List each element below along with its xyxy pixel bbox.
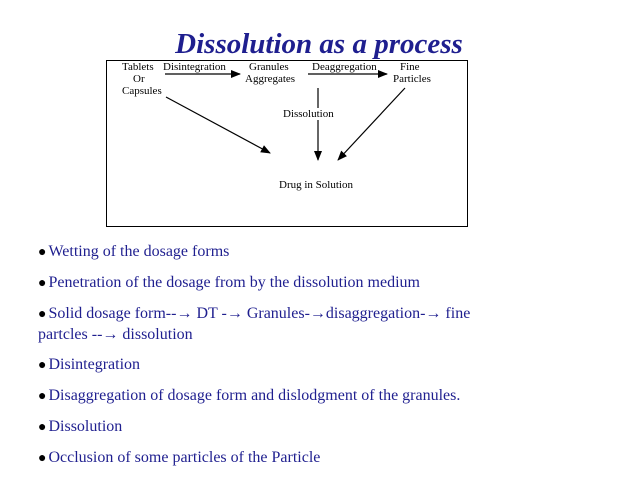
bullet-dot-icon: ● xyxy=(38,420,47,435)
bullet-item: ● Solid dosage form--→ DT -→ Granules-→disaggregation-→ fine partcles --→ dissolution xyxy=(38,305,471,343)
bullet-item: ● Wetting of the dosage forms xyxy=(38,243,230,260)
page-title: Dissolution as a process xyxy=(175,28,463,60)
bullet-dot-icon: ● xyxy=(38,245,47,260)
edge-label-disintegration: Disintegration xyxy=(163,61,226,73)
edge-label-deaggregation: Deaggregation xyxy=(312,61,377,73)
bullet-item: ● Disaggregation of dosage form and dislodgment of the granules. xyxy=(38,387,461,404)
node-tablets-line1: Tablets xyxy=(122,61,154,73)
arrow-tablets-to-solution xyxy=(166,97,270,153)
bullet-list xyxy=(38,242,598,479)
bullet-item: ● Occlusion of some particles of the Particle xyxy=(38,449,321,466)
node-drug-in-solution: Drug in Solution xyxy=(279,179,353,191)
bullet-dot-icon: ● xyxy=(38,307,47,322)
node-granules-line2: Aggregates xyxy=(245,73,296,85)
bullet-dot-icon: ● xyxy=(38,389,47,404)
bullet-dot-icon: ● xyxy=(38,358,47,373)
arrow-fine-to-solution xyxy=(338,88,405,160)
edge-label-dissolution: Dissolution xyxy=(283,108,334,120)
node-fine-line1: Fine xyxy=(400,61,420,73)
bullet-item: ● Penetration of the dosage from by the dissolution medium xyxy=(38,274,420,291)
node-granules-line1: Granules xyxy=(249,61,289,73)
bullet-item: ● Disintegration xyxy=(38,356,141,373)
node-tablets-line3: Capsules xyxy=(122,85,162,97)
bullet-item: ● Dissolution xyxy=(38,418,123,435)
node-tablets-line2: Or xyxy=(133,73,145,85)
bullet-dot-icon: ● xyxy=(38,276,47,291)
node-fine-line2: Particles xyxy=(393,73,431,85)
bullet-dot-icon: ● xyxy=(38,451,47,466)
